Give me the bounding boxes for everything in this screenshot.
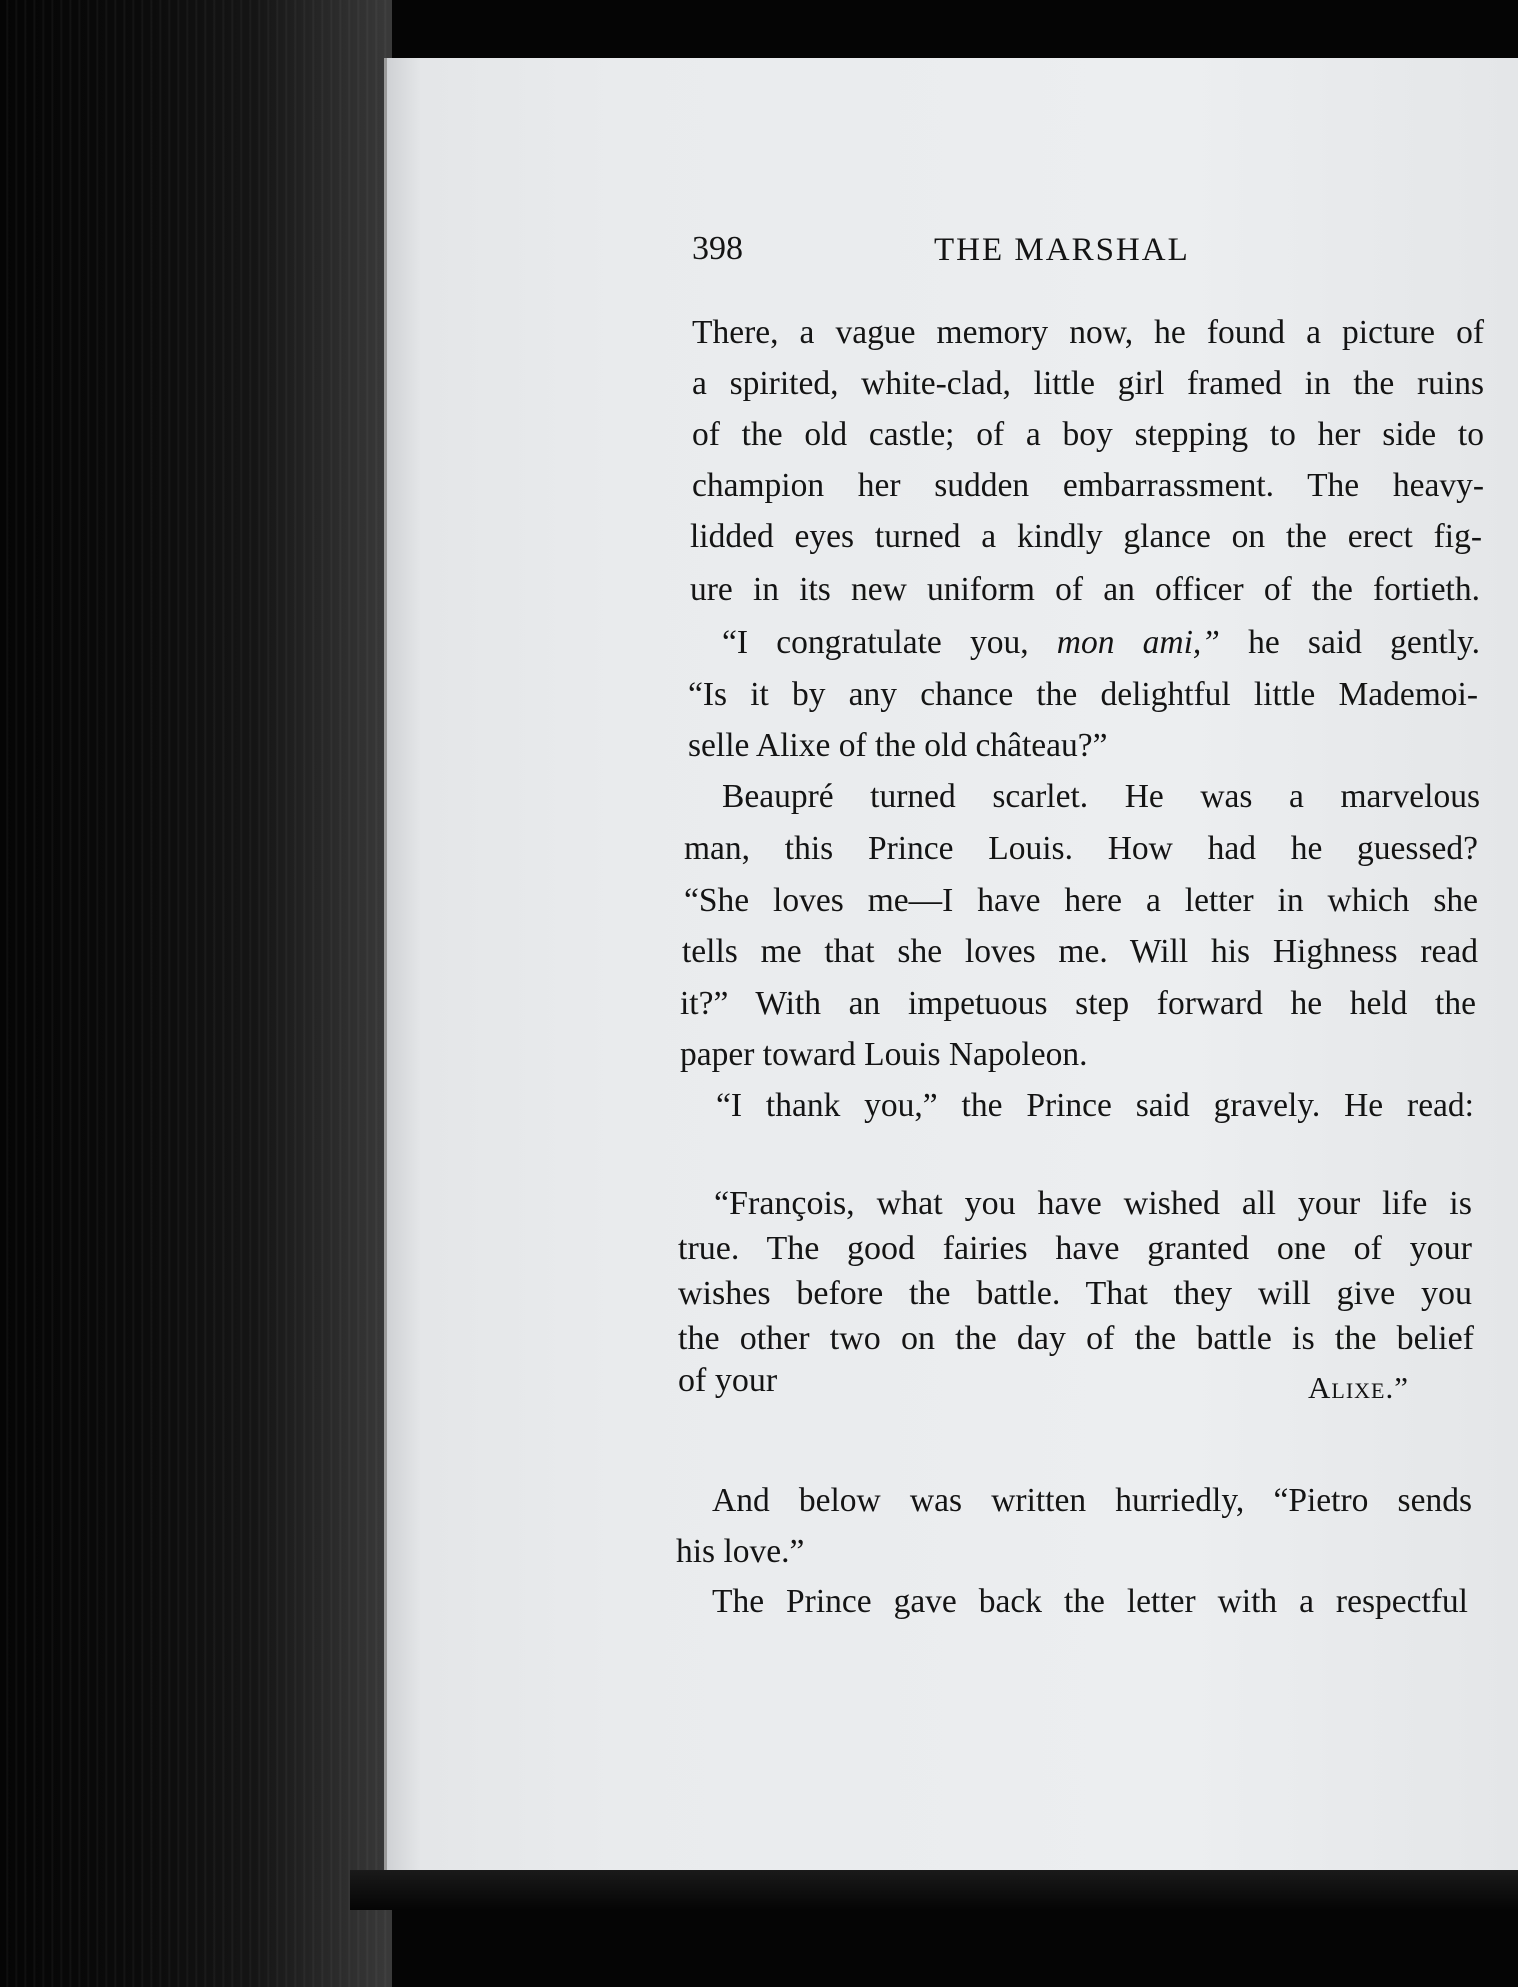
body-line: There, a vague memory now, he found a picture of xyxy=(692,314,1484,351)
italic-phrase: mon ami,” xyxy=(1056,624,1220,661)
body-line: “She loves me—I have here a letter in which she xyxy=(684,882,1478,919)
body-line: his love.” xyxy=(676,1533,805,1570)
book-binding xyxy=(0,0,392,1987)
body-line: tells me that she loves me. Will his Highness read xyxy=(682,933,1478,970)
page-number: 398 xyxy=(692,230,743,267)
page-edge-shadow xyxy=(350,1870,1518,1910)
quote-end: he said gently. xyxy=(1219,624,1481,661)
body-line: a spirited, white-clad, little girl framed in the ruins xyxy=(692,365,1484,402)
letter-line: the other two on the day of the battle is the belief xyxy=(678,1320,1474,1357)
letter-line: “François, what you have wished all your life is xyxy=(714,1185,1472,1222)
body-line: The Prince gave back the letter with a respectful xyxy=(712,1583,1468,1620)
body-line: ure in its new uniform of an officer of the fortieth. xyxy=(690,571,1480,608)
body-line: Beaupré turned scarlet. He was a marvelous xyxy=(722,778,1480,815)
body-line: it?” With an impetuous step forward he held the xyxy=(680,985,1476,1022)
letter-signature: Alixe.” xyxy=(1308,1370,1409,1405)
body-line: “Is it by any chance the delightful little Mademoi- xyxy=(688,676,1478,713)
letter-line: of your xyxy=(678,1362,778,1399)
letter-line: wishes before the battle. That they will give you xyxy=(678,1275,1472,1312)
quote-start: “I congratulate you, xyxy=(722,624,1057,661)
body-line: “I thank you,” the Prince said gravely. He read: xyxy=(716,1087,1474,1124)
body-line: man, this Prince Louis. How had he guessed? xyxy=(684,830,1478,867)
body-line: And below was written hurriedly, “Pietro sends xyxy=(712,1482,1472,1519)
body-line: champion her sudden embarrassment. The heavy- xyxy=(692,467,1484,504)
body-line xyxy=(722,624,1480,662)
running-title: THE MARSHAL xyxy=(934,232,1190,268)
letter-line: true. The good fairies have granted one of your xyxy=(678,1230,1472,1267)
body-line: of the old castle; of a boy stepping to her side to xyxy=(692,416,1484,453)
body-line: paper toward Louis Napoleon. xyxy=(680,1036,1088,1073)
body-line: selle Alixe of the old château?” xyxy=(688,727,1108,764)
body-line: lidded eyes turned a kindly glance on the erect fig- xyxy=(690,518,1482,555)
